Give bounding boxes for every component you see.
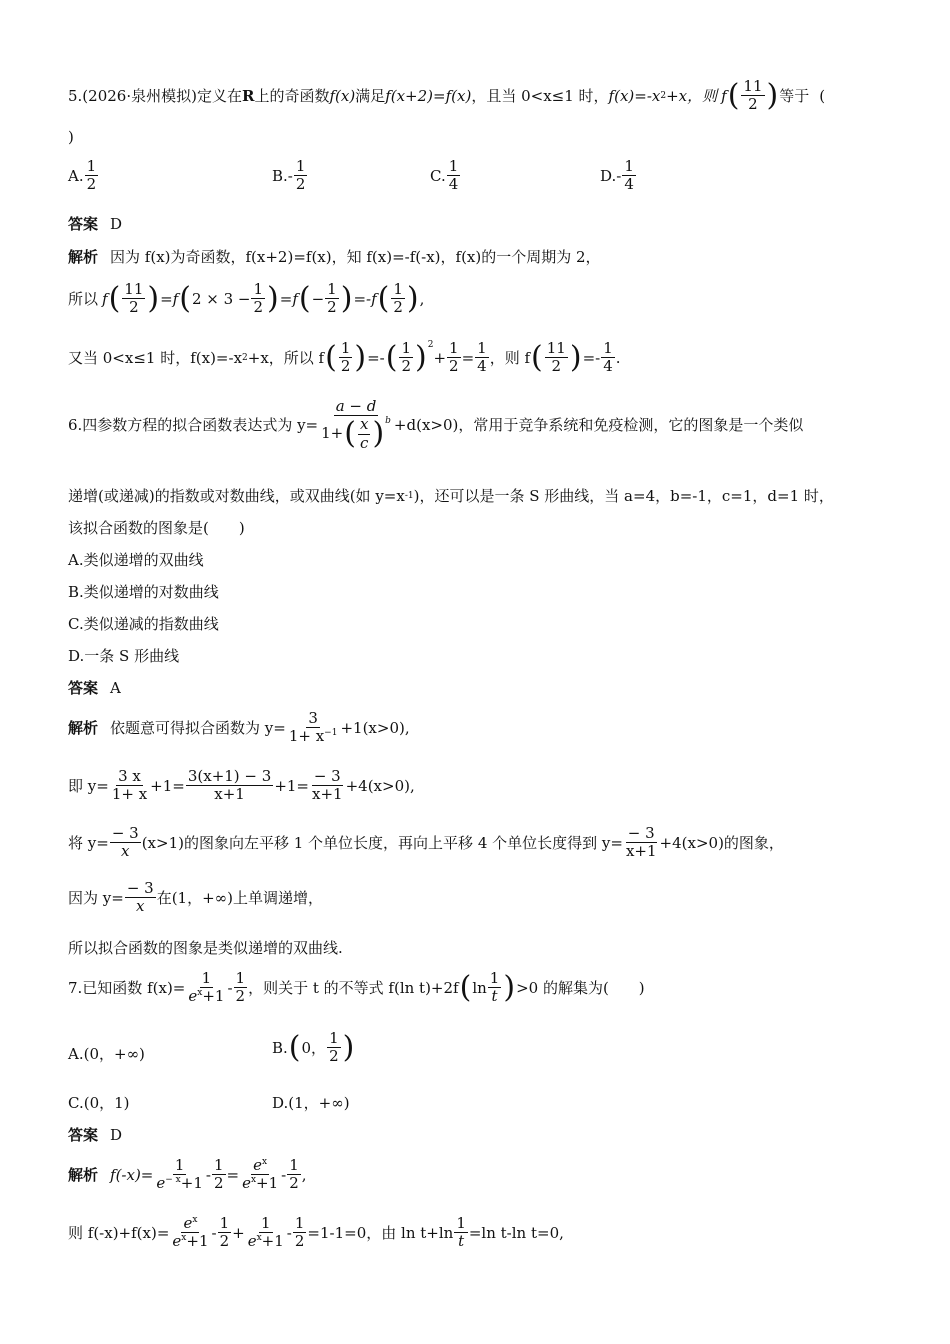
- fraction: [447, 340, 461, 376]
- eq: =-f: [353, 289, 377, 308]
- q6-analysis-1: [68, 710, 410, 746]
- option-text: D.一条 S 形曲线: [68, 647, 180, 665]
- q5-stem-text-d: ，且当 0<x≤1 时，: [471, 87, 609, 106]
- e: e: [188, 987, 198, 1006]
- eq: =-: [367, 348, 385, 367]
- num: 1: [327, 280, 337, 298]
- analysis-text: +4(x>0),: [345, 776, 415, 795]
- num: 1: [448, 157, 459, 175]
- eq: +1=: [150, 776, 185, 795]
- left-paren: (: [108, 280, 121, 316]
- den: 2: [129, 298, 139, 317]
- num: 1: [289, 1156, 299, 1174]
- exponent: x: [192, 1215, 198, 1225]
- right-paren: ): [569, 339, 582, 375]
- q6-stem-1: [68, 398, 803, 452]
- den: [319, 416, 393, 452]
- q7-analysis-2: [68, 1215, 564, 1251]
- fraction: [339, 340, 353, 376]
- fraction: [293, 1215, 307, 1251]
- exponent: − x: [165, 1175, 181, 1186]
- left-paren: (: [727, 77, 740, 113]
- q5-set-r: R: [241, 86, 255, 105]
- q6-option-b[interactable]: [68, 581, 219, 602]
- fraction: [454, 1215, 468, 1251]
- q5-fx: f(x): [329, 86, 356, 105]
- fraction: [110, 825, 141, 861]
- exponent: x: [181, 1233, 187, 1244]
- e: e: [247, 1232, 257, 1251]
- q5-stem: [68, 78, 825, 114]
- num: 1: [260, 1214, 271, 1232]
- q6-main-fraction: [319, 398, 393, 452]
- option-text: C.(0，1): [68, 1094, 130, 1112]
- q5-option-a[interactable]: [68, 158, 99, 194]
- end: ,: [419, 289, 425, 308]
- fraction: [545, 340, 568, 376]
- answer-label: 答案: [68, 679, 99, 697]
- right-paren: ): [766, 77, 779, 113]
- den: [287, 728, 340, 745]
- q5-answer-bracket-close: ): [68, 128, 74, 146]
- fraction: [287, 1157, 301, 1193]
- fraction: [186, 970, 226, 1006]
- left-paren: (: [344, 416, 356, 451]
- option-fraction: [85, 158, 99, 194]
- den-tail: +1: [186, 1232, 209, 1251]
- den: 2: [551, 357, 562, 376]
- fraction: [234, 970, 248, 1006]
- q6-analysis-5: [68, 937, 343, 958]
- q7-stem-text: >0 的解集为( ): [516, 979, 645, 998]
- answer-value: D: [110, 214, 123, 233]
- den: 2: [449, 357, 459, 376]
- left-paren: (: [385, 339, 398, 375]
- num: [181, 1215, 199, 1233]
- minus: −: [311, 289, 325, 308]
- num: 1: [174, 1156, 185, 1174]
- expr: 2 × 3 −: [191, 289, 251, 308]
- e: e: [253, 1156, 263, 1174]
- q5-answer-bracket-open: (: [819, 86, 826, 105]
- num: [251, 1157, 269, 1175]
- den: x+1: [214, 785, 245, 804]
- analysis-text: 所以: [68, 290, 99, 309]
- right-paren: ): [147, 280, 160, 316]
- num: − 3: [126, 879, 154, 897]
- minus: -: [205, 1165, 211, 1184]
- q6-stem-text: 递增(或递减)的指数或对数曲线，或双曲线(如 y=x: [68, 487, 405, 505]
- exponent: x: [250, 1175, 257, 1186]
- exponent: −1: [324, 728, 338, 739]
- analysis-text: +4(x>0)的图象，: [659, 834, 784, 853]
- q7-stem-text: ，则关于 t 的不等式 f(ln t)+2f: [248, 979, 459, 998]
- den: 2: [289, 1174, 299, 1193]
- q7-answer: [68, 1124, 122, 1145]
- answer-value: D: [110, 1125, 123, 1144]
- q7-option-a[interactable]: [68, 1043, 145, 1064]
- plus: +: [433, 348, 447, 367]
- minus: -: [286, 1223, 292, 1242]
- q6-analysis-3: [68, 825, 784, 861]
- num: 1: [401, 339, 412, 357]
- num: 1: [456, 1214, 466, 1232]
- right-paren: ): [372, 416, 385, 451]
- answer-label: 答案: [68, 1126, 99, 1144]
- q5-ask-fraction: [741, 78, 764, 114]
- option-fraction: [294, 158, 308, 194]
- exponent: x: [256, 1233, 262, 1244]
- q5-answer: [68, 213, 122, 234]
- analysis-text: f(-x)=: [110, 1165, 154, 1184]
- num: 1: [201, 969, 212, 987]
- right-paren: ): [415, 339, 427, 375]
- fraction: [154, 1157, 205, 1193]
- eq: =f: [279, 289, 298, 308]
- fraction: [488, 970, 502, 1006]
- e: e: [183, 1214, 193, 1232]
- q5-stem-text-c: 满足: [355, 87, 386, 106]
- num: − 3: [313, 767, 341, 785]
- analysis-text: 又当 0<x≤1 时，f(x)=-x: [68, 349, 243, 368]
- q5-analysis-2: [68, 281, 424, 317]
- e: e: [172, 1232, 182, 1251]
- den: [240, 1175, 280, 1192]
- num: 11: [743, 77, 763, 95]
- den: 2: [86, 175, 97, 194]
- exponent: b: [385, 416, 391, 427]
- option-fraction: [447, 158, 461, 194]
- q6-stem-text: +d(x>0)，常用于竞争系统和免疫检测，它的图象是一个类似: [393, 416, 804, 435]
- left-paren: (: [179, 280, 191, 316]
- num: 1: [449, 339, 459, 357]
- num: 1: [624, 157, 634, 175]
- num: 1: [393, 280, 403, 298]
- q6-stem-2: [68, 485, 834, 506]
- den: 2: [340, 357, 351, 376]
- eq: =: [226, 1165, 240, 1184]
- den: x+1: [312, 785, 343, 804]
- analysis-label: 解析: [68, 248, 99, 266]
- option-text: 0，: [301, 1039, 327, 1058]
- eq: =-: [582, 348, 601, 367]
- den: 4: [603, 357, 613, 376]
- den: [186, 988, 226, 1005]
- num: 1: [294, 1214, 305, 1232]
- den: 2: [401, 357, 412, 376]
- den: 2: [213, 1174, 224, 1193]
- fraction: [391, 281, 405, 317]
- option-sign: -: [287, 166, 293, 185]
- fraction: [624, 825, 659, 861]
- fraction: [122, 281, 145, 317]
- q7-option-c[interactable]: [68, 1092, 130, 1113]
- q6-answer: [68, 677, 121, 698]
- analysis-text: +x，所以 f: [247, 349, 325, 368]
- den: 2: [393, 298, 403, 317]
- den: 4: [448, 175, 459, 194]
- den: 2: [294, 1232, 305, 1251]
- den: 2: [295, 175, 306, 194]
- num: 11: [546, 339, 566, 357]
- num: 1: [213, 1156, 224, 1174]
- end: .: [615, 348, 621, 367]
- option-label: B.: [272, 166, 288, 185]
- square: 2: [427, 340, 434, 350]
- exponent: -1: [404, 490, 414, 501]
- eq: =: [461, 348, 475, 367]
- num: 1: [235, 969, 246, 987]
- exponent: x: [197, 988, 203, 999]
- num: − 3: [111, 824, 139, 842]
- left-paren: (: [298, 280, 311, 316]
- q6-option-d[interactable]: [68, 645, 179, 666]
- fraction: [399, 340, 413, 376]
- den-a: 1+: [321, 424, 344, 443]
- den-text: 1+ x: [288, 727, 325, 746]
- num: 1: [253, 280, 264, 298]
- q7-stem: [68, 970, 645, 1006]
- option-label: B.: [272, 1038, 288, 1057]
- e: e: [242, 1174, 251, 1193]
- q5-option-b[interactable]: [272, 158, 308, 194]
- fraction: [218, 1215, 232, 1251]
- option-text: D.(1，+∞): [272, 1094, 350, 1112]
- num: 1: [329, 1029, 339, 1047]
- right-paren: ): [503, 969, 516, 1005]
- exponent: x: [262, 1157, 268, 1167]
- fraction: [186, 768, 273, 804]
- option-label: A.: [68, 166, 84, 185]
- analysis-text: ，则 f: [489, 349, 531, 368]
- e: e: [156, 1174, 166, 1193]
- num: [334, 398, 379, 416]
- option-text: C.类似递减的指数曲线: [68, 615, 219, 633]
- q5-cond1: f(x+2)=f(x): [385, 86, 472, 105]
- den: 4: [624, 175, 634, 194]
- q5-square: 2: [660, 90, 667, 101]
- den: 4: [477, 357, 487, 376]
- analysis-text: 因为 f(x)为奇函数，f(x+2)=f(x)，知 f(x)=-f(-x)，f(x)的一个周期为 2，: [110, 248, 601, 266]
- num: 1: [219, 1214, 230, 1232]
- q6-stem-text: 该拟合函数的图象是( ): [68, 519, 245, 537]
- analysis-label: 解析: [68, 1166, 99, 1185]
- q7-option-d[interactable]: [272, 1092, 350, 1113]
- den: 1+ x: [111, 785, 148, 804]
- fraction: [240, 1157, 280, 1193]
- fraction: [310, 768, 345, 804]
- analysis-text: =ln t-ln t=0,: [468, 1223, 564, 1242]
- option-text: A.(0，+∞): [68, 1045, 145, 1063]
- den: [246, 1233, 286, 1250]
- fraction: [287, 710, 340, 746]
- end: ,: [301, 1165, 307, 1184]
- den: [170, 1233, 210, 1250]
- analysis-text: 将 y=: [68, 834, 109, 853]
- analysis-text: +1(x>0),: [340, 718, 410, 737]
- left-paren: (: [531, 339, 543, 375]
- q6-stem-text: )，还可以是一条 S 形曲线，当 a=4，b=-1，c=1，d=1 时，: [413, 487, 834, 505]
- fraction: [170, 1215, 210, 1251]
- analysis-text: (x>1)的图象向左平移 1 个单位长度，再向上平移 4 个单位长度得到 y=: [141, 834, 623, 853]
- q5-option-c[interactable]: [430, 158, 461, 194]
- den-tail: +1: [256, 1174, 279, 1193]
- right-paren: ): [406, 280, 419, 316]
- q5-cond2: f(x)=-x: [608, 86, 661, 105]
- analysis-text: 则 f(-x)+f(x)=: [68, 1224, 170, 1243]
- option-text: B.类似递增的对数曲线: [68, 583, 219, 601]
- analysis-text: =1-1=0，由 ln t+ln: [307, 1224, 454, 1243]
- q5-option-d[interactable]: [600, 158, 637, 194]
- right-paren: ): [267, 280, 279, 316]
- den-tail: +1: [180, 1174, 203, 1193]
- analysis-label: 解析: [68, 719, 99, 738]
- q7-stem-text: 7.已知函数 f(x)=: [68, 979, 186, 998]
- q5-ask-f: f: [721, 86, 727, 105]
- fraction: [601, 340, 615, 376]
- den-tail: +1: [202, 987, 225, 1006]
- fraction: [212, 1157, 226, 1193]
- num: 1: [295, 157, 306, 175]
- den: [154, 1175, 205, 1192]
- num: 3 x: [118, 767, 141, 785]
- den: t: [458, 1232, 465, 1251]
- den-tail: +1: [261, 1232, 284, 1251]
- num: 1: [489, 969, 500, 987]
- eq: +1=: [274, 776, 309, 795]
- ln: ln: [472, 978, 487, 997]
- num: 1: [340, 339, 351, 357]
- answer-label: 答案: [68, 215, 99, 233]
- den: x: [136, 897, 145, 916]
- right-paren: ): [354, 339, 367, 375]
- den: x: [121, 842, 130, 861]
- num: 1: [86, 157, 97, 175]
- square: 2: [242, 352, 248, 363]
- minus: -: [211, 1223, 217, 1242]
- option-sign: -: [616, 166, 622, 185]
- analysis-text: 即 y=: [68, 777, 109, 796]
- fraction: [246, 1215, 286, 1251]
- left-paren: (: [459, 969, 472, 1005]
- q6-analysis-4: [68, 880, 323, 916]
- num-text: a − d: [335, 397, 377, 415]
- fraction: [325, 281, 339, 317]
- plus: +: [232, 1223, 245, 1242]
- q7-option-b[interactable]: [272, 1030, 355, 1066]
- analysis-text: 依题意可得拟合函数为 y=: [110, 719, 286, 738]
- option-fraction: [622, 158, 636, 194]
- right-paren: ): [340, 280, 353, 316]
- q6-stem-text: 6.四参数方程的拟合函数表达式为 y=: [68, 416, 319, 435]
- num: 1: [603, 339, 613, 357]
- option-label: C.: [430, 166, 446, 185]
- den: 2: [748, 95, 758, 114]
- option-text: A.类似递增的双曲线: [68, 551, 204, 569]
- fraction: [251, 281, 265, 317]
- q6-analysis-2: [68, 768, 415, 804]
- left-paren: (: [325, 339, 337, 375]
- den: 2: [235, 987, 246, 1006]
- fraction: [110, 768, 149, 804]
- analysis-text: 所以拟合函数的图象是类似递增的双曲线.: [68, 939, 343, 957]
- fraction: [327, 1030, 341, 1066]
- den: c: [360, 433, 369, 452]
- den: 2: [329, 1047, 339, 1066]
- num: x: [359, 415, 369, 434]
- den: x+1: [625, 842, 657, 861]
- q5-analysis-3: [68, 340, 621, 376]
- den: 2: [253, 298, 264, 317]
- num: − 3: [627, 824, 655, 842]
- option-label: D.: [600, 166, 617, 185]
- q5-bracket-close-line: [68, 128, 74, 146]
- right-paren: ): [342, 1029, 355, 1065]
- den: 2: [219, 1232, 230, 1251]
- fraction: [125, 880, 156, 916]
- q6-stem-3: [68, 517, 245, 538]
- minus: -: [281, 1165, 287, 1184]
- q5-stem-text: 5.(2026·泉州模拟)定义在: [68, 87, 242, 106]
- q6-option-a[interactable]: [68, 549, 204, 570]
- q5-stem-text-b: 上的奇函数: [254, 87, 330, 106]
- eq: =f: [160, 289, 179, 308]
- den: 2: [327, 298, 337, 317]
- analysis-text: 在(1，+∞)上单调递增，: [156, 889, 324, 908]
- num: 3(x+1) − 3: [187, 767, 272, 785]
- num: 3: [308, 709, 318, 727]
- f: f: [102, 289, 108, 308]
- fraction: [475, 340, 489, 376]
- q7-analysis-1: [68, 1157, 307, 1193]
- q5-analysis-1: [68, 246, 601, 267]
- minus: -: [227, 978, 233, 997]
- q6-option-c[interactable]: [68, 613, 219, 634]
- q5-cond2b: +x，则: [666, 87, 718, 106]
- left-paren: (: [377, 280, 390, 316]
- q5-tail: 等于: [779, 87, 810, 106]
- inner-fraction: [358, 416, 370, 452]
- num: 1: [477, 339, 487, 357]
- num: 11: [124, 280, 144, 298]
- left-paren: (: [288, 1029, 301, 1065]
- answer-value: A: [110, 678, 121, 697]
- analysis-text: 因为 y=: [68, 889, 124, 908]
- den: t: [491, 987, 498, 1006]
